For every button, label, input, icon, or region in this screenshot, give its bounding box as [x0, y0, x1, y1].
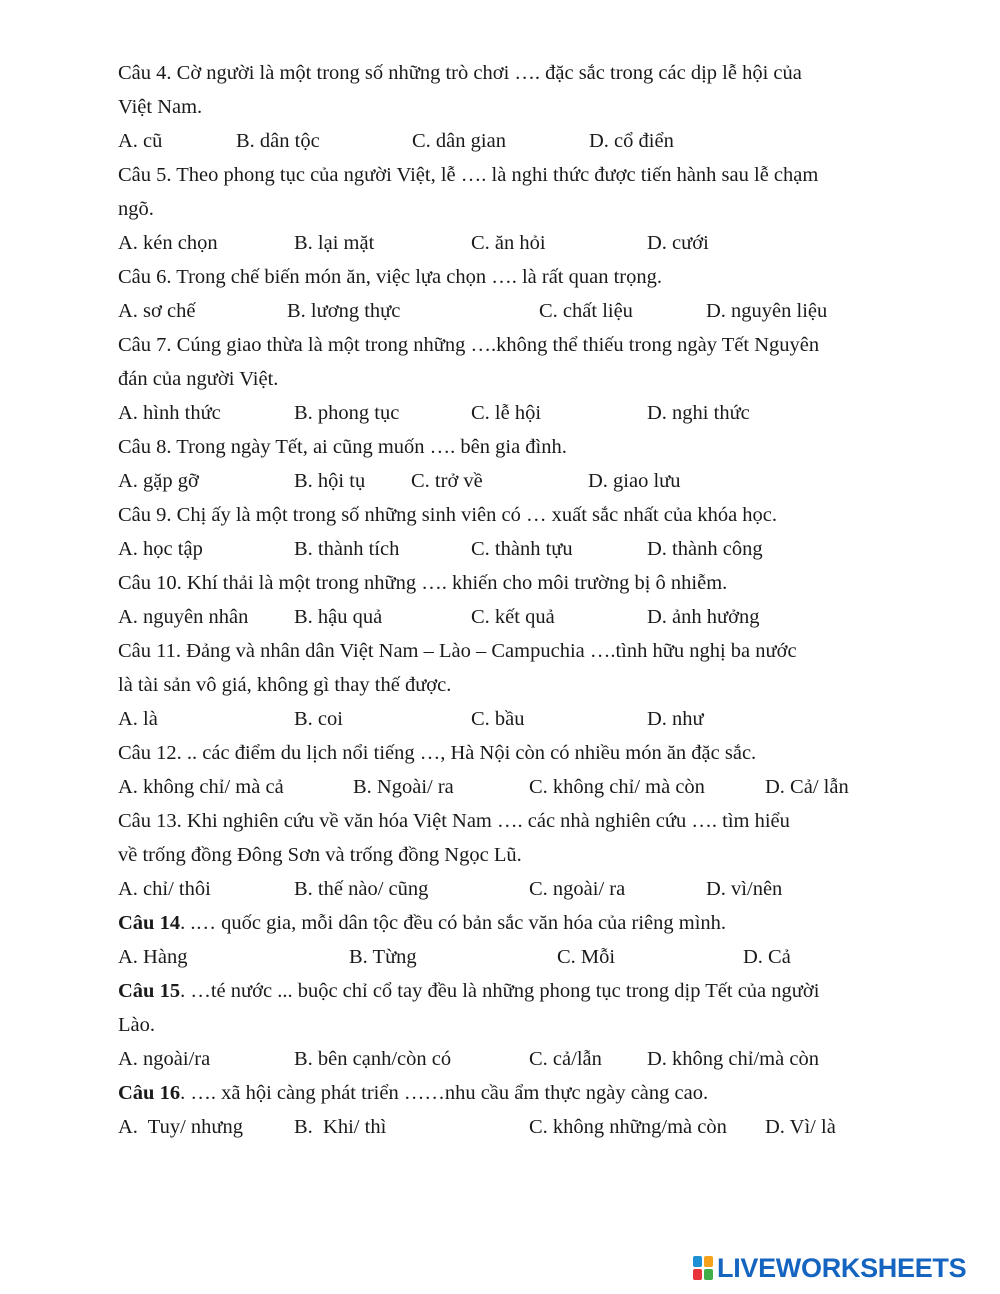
answer-options — [118, 294, 898, 328]
question-stem-line: Câu 5. Theo phong tục của người Việt, lễ …. là nghi thức được tiến hành sau lễ chạm — [118, 164, 819, 186]
answer-options — [118, 532, 898, 566]
answer-options — [118, 872, 898, 906]
option-d[interactable]: D. thành công — [647, 538, 763, 560]
option-a[interactable]: A. không chỉ/ mà cả — [118, 776, 284, 798]
answer-options — [118, 1110, 898, 1144]
option-a[interactable]: A. nguyên nhân — [118, 606, 249, 628]
option-c[interactable]: C. lễ hội — [471, 402, 542, 424]
option-d[interactable]: D. Cả — [743, 946, 791, 968]
question-11 — [118, 634, 898, 736]
option-b[interactable]: B. hội tụ — [294, 470, 366, 492]
option-a[interactable]: A. học tập — [118, 538, 203, 560]
question-14 — [118, 906, 898, 974]
question-text: . …. xã hội càng phát triển ……nhu cầu ẩm thực ngày càng cao. — [180, 1082, 709, 1104]
logo-square-orange — [704, 1256, 713, 1267]
question-12 — [118, 736, 898, 804]
option-c[interactable]: C. bầu — [471, 708, 525, 730]
option-b[interactable]: B. lương thực — [287, 300, 401, 322]
option-c[interactable]: C. dân gian — [412, 130, 506, 152]
question-stem-line: Câu 10. Khí thải là một trong những …. khiến cho môi trường bị ô nhiễm. — [118, 572, 728, 594]
answer-options — [118, 770, 898, 804]
option-b[interactable]: B. coi — [294, 708, 343, 730]
option-c[interactable]: C. thành tựu — [471, 538, 573, 560]
option-a[interactable]: A. Tuy/ nhưng — [118, 1116, 244, 1138]
question-16 — [118, 1076, 898, 1144]
question-10 — [118, 566, 898, 634]
question-stem-line: Câu 6. Trong chế biến món ăn, việc lựa chọn …. là rất quan trọng. — [118, 266, 663, 288]
question-text: . …té nước ... buộc chỉ cổ tay đều là những phong tục trong dịp Tết của người — [180, 980, 820, 1002]
question-stem-line: Lào. — [118, 1014, 155, 1036]
question-stem-line — [118, 974, 898, 1008]
option-b[interactable]: B. bên cạnh/còn có — [294, 1048, 452, 1070]
question-label: Câu 16 — [118, 1082, 181, 1104]
question-15 — [118, 974, 898, 1076]
logo-square-green — [704, 1269, 713, 1280]
option-a[interactable]: A. là — [118, 708, 158, 730]
answer-options — [118, 600, 898, 634]
question-5 — [118, 158, 898, 260]
question-stem-line: Câu 8. Trong ngày Tết, ai cũng muốn …. bên gia đình. — [118, 436, 567, 458]
option-c[interactable]: C. ăn hỏi — [471, 232, 546, 254]
option-c[interactable]: C. ngoài/ ra — [529, 878, 626, 900]
question-stem-line: là tài sản vô giá, không gì thay thế được. — [118, 674, 452, 696]
question-stem-line: Việt Nam. — [118, 96, 203, 118]
question-label: Câu 14 — [118, 912, 181, 934]
option-b[interactable]: B. hậu quả — [294, 606, 383, 628]
option-b[interactable]: B. lại mặt — [294, 232, 375, 254]
option-d[interactable]: D. nguyên liệu — [706, 300, 828, 322]
question-stem-line: Câu 13. Khi nghiên cứu về văn hóa Việt Nam …. các nhà nghiên cứu …. tìm hiểu — [118, 810, 790, 832]
option-d[interactable]: D. cổ điển — [589, 130, 674, 152]
option-c[interactable]: C. Mỗi — [557, 946, 616, 968]
answer-options — [118, 702, 898, 736]
worksheet-page — [118, 56, 898, 1144]
answer-options — [118, 124, 898, 158]
option-d[interactable]: D. cưới — [647, 232, 709, 254]
option-d[interactable]: D. ảnh hưởng — [647, 606, 760, 628]
option-d[interactable]: D. Cả/ lẫn — [765, 776, 849, 798]
logo-square-red — [693, 1269, 702, 1280]
question-stem-line: Câu 12. .. các điểm du lịch nổi tiếng …, Hà Nội còn có nhiều món ăn đặc sắc. — [118, 742, 757, 764]
option-c[interactable]: C. kết quả — [471, 606, 555, 628]
option-a[interactable]: A. hình thức — [118, 402, 221, 424]
option-d[interactable]: D. như — [647, 708, 704, 730]
question-stem-line — [118, 1076, 898, 1110]
option-b[interactable]: B. Ngoài/ ra — [353, 776, 454, 798]
question-text: . .… quốc gia, mỗi dân tộc đều có bản sắc văn hóa của riêng mình. — [180, 912, 727, 934]
liveworksheets-logo[interactable] — [693, 1253, 966, 1283]
option-c[interactable]: C. cả/lẫn — [529, 1048, 602, 1070]
option-a[interactable]: A. gặp gỡ — [118, 470, 199, 492]
logo-text: LIVEWORKSHEETS — [717, 1252, 967, 1283]
option-b[interactable]: B. Khi/ thì — [294, 1116, 387, 1138]
option-c[interactable]: C. không những/mà còn — [529, 1116, 727, 1138]
logo-square-blue — [693, 1256, 702, 1267]
question-label: Câu 15 — [118, 980, 181, 1002]
liveworksheets-logo-icon — [693, 1256, 713, 1280]
option-d[interactable]: D. không chỉ/mà còn — [647, 1048, 819, 1070]
option-a[interactable]: A. chỉ/ thôi — [118, 878, 211, 900]
option-a[interactable]: A. ngoài/ra — [118, 1048, 211, 1070]
option-d[interactable]: D. Vì/ là — [765, 1116, 836, 1138]
option-a[interactable]: A. cũ — [118, 130, 163, 152]
option-a[interactable]: A. Hàng — [118, 946, 188, 968]
question-stem-line: ngõ. — [118, 198, 154, 220]
question-6 — [118, 260, 898, 328]
option-b[interactable]: B. thành tích — [294, 538, 400, 560]
option-c[interactable]: C. không chỉ/ mà còn — [529, 776, 705, 798]
answer-options — [118, 226, 898, 260]
option-a[interactable]: A. sơ chế — [118, 300, 196, 322]
option-d[interactable]: D. giao lưu — [588, 470, 681, 492]
option-d[interactable]: D. vì/nên — [706, 878, 783, 900]
option-b[interactable]: B. Từng — [349, 946, 417, 968]
question-stem-line: đán của người Việt. — [118, 368, 279, 390]
question-stem-line: Câu 9. Chị ấy là một trong số những sinh viên có … xuất sắc nhất của khóa học. — [118, 504, 778, 526]
question-stem-line: về trống đồng Đông Sơn và trống đồng Ngọc Lũ. — [118, 844, 522, 866]
option-c[interactable]: C. trở về — [411, 470, 483, 492]
option-b[interactable]: B. dân tộc — [236, 130, 320, 152]
question-stem-line — [118, 906, 898, 940]
question-8 — [118, 430, 898, 498]
answer-options — [118, 396, 898, 430]
question-stem-line: Câu 4. Cờ người là một trong số những trò chơi …. đặc sắc trong các dịp lễ hội của — [118, 62, 802, 84]
question-stem-line: Câu 7. Cúng giao thừa là một trong những ….không thể thiếu trong ngày Tết Nguyên — [118, 334, 820, 356]
answer-options — [118, 1042, 898, 1076]
answer-options — [118, 464, 898, 498]
question-stem-line: Câu 11. Đảng và nhân dân Việt Nam – Lào – Campuchia ….tình hữu nghị ba nước — [118, 640, 797, 662]
question-9 — [118, 498, 898, 566]
option-a[interactable]: A. kén chọn — [118, 232, 218, 254]
option-b[interactable]: B. phong tục — [294, 402, 400, 424]
option-b[interactable]: B. thế nào/ cũng — [294, 878, 429, 900]
question-4 — [118, 56, 898, 158]
question-13 — [118, 804, 898, 906]
answer-options — [118, 940, 898, 974]
option-c[interactable]: C. chất liệu — [539, 300, 633, 322]
option-d[interactable]: D. nghi thức — [647, 402, 750, 424]
question-7 — [118, 328, 898, 430]
